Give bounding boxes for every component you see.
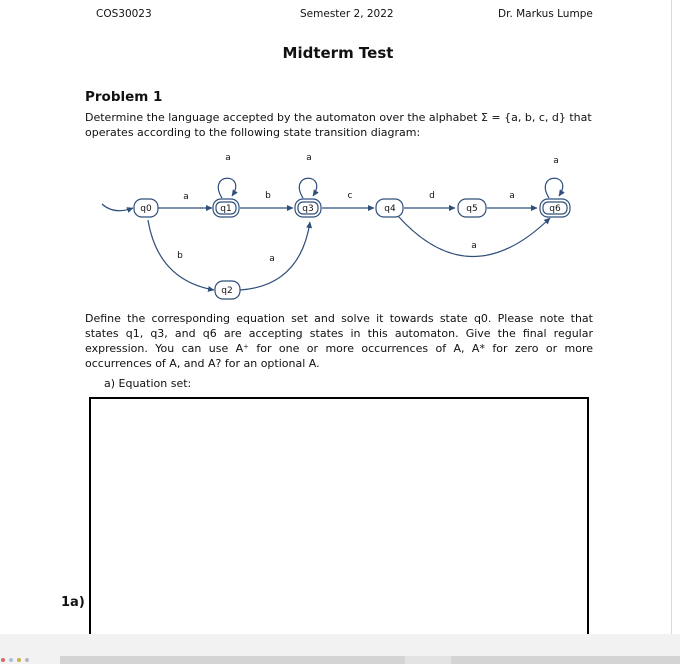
page-edge bbox=[671, 0, 672, 634]
symbol-loop-q6: a bbox=[553, 156, 559, 166]
state-label-q5: q5 bbox=[466, 204, 478, 214]
edge-q2-q3 bbox=[240, 222, 310, 290]
state-label-q6: q6 bbox=[549, 204, 561, 214]
scroll-track[interactable] bbox=[60, 656, 680, 664]
state-label-q0: q0 bbox=[140, 204, 152, 214]
state-label-q3: q3 bbox=[302, 204, 314, 214]
state-label-q1: q1 bbox=[220, 204, 232, 214]
symbol-q0-q1: a bbox=[183, 192, 189, 202]
loop-q6 bbox=[545, 178, 562, 198]
state-label-q2: q2 bbox=[221, 286, 233, 296]
course-code: COS30023 bbox=[96, 8, 152, 20]
symbol-q3-q4: c bbox=[347, 191, 353, 201]
symbol-q1-q3: b bbox=[265, 191, 271, 201]
answer-label: 1a) bbox=[61, 595, 85, 610]
symbol-q2-q3: a bbox=[269, 254, 275, 264]
problem-intro: Determine the language accepted by the automaton over the alphabet Σ = {a, b, c, d} that operates according to the following state transition diagram: bbox=[85, 111, 592, 139]
bottom-scrollbar[interactable] bbox=[0, 634, 680, 664]
loop-q1 bbox=[218, 178, 235, 198]
page-title: Midterm Test bbox=[282, 44, 394, 62]
start-arrow bbox=[102, 204, 133, 211]
state-transition-diagram bbox=[0, 140, 680, 315]
problem-heading: Problem 1 bbox=[85, 89, 163, 105]
symbol-q0-q2: b bbox=[177, 251, 183, 261]
symbol-q4-q5: d bbox=[429, 191, 435, 201]
scroll-thumb[interactable] bbox=[405, 656, 451, 664]
symbol-q4-q6: a bbox=[471, 241, 477, 251]
subpart-label: a) Equation set: bbox=[104, 377, 192, 390]
instructions-text: Define the corresponding equation set and solve it towards state q0. Please note that states q1, q3, and q6 are accepting states in this automaton. Give the final regular expression. You can use A⁺ for one or more occurrences of A, A* for zero or more occurrences of A, and A? for an optional A. bbox=[85, 312, 593, 370]
symbol-loop-q3: a bbox=[306, 153, 312, 163]
symbol-q5-q6: a bbox=[509, 191, 515, 201]
answer-box[interactable] bbox=[89, 397, 589, 639]
loop-q3 bbox=[299, 178, 316, 198]
symbol-loop-q1: a bbox=[225, 153, 231, 163]
semester-label: Semester 2, 2022 bbox=[300, 8, 394, 20]
lecturer-name: Dr. Markus Lumpe bbox=[498, 8, 593, 20]
state-label-q4: q4 bbox=[384, 204, 396, 214]
page-thumbnails-icon bbox=[0, 655, 60, 664]
